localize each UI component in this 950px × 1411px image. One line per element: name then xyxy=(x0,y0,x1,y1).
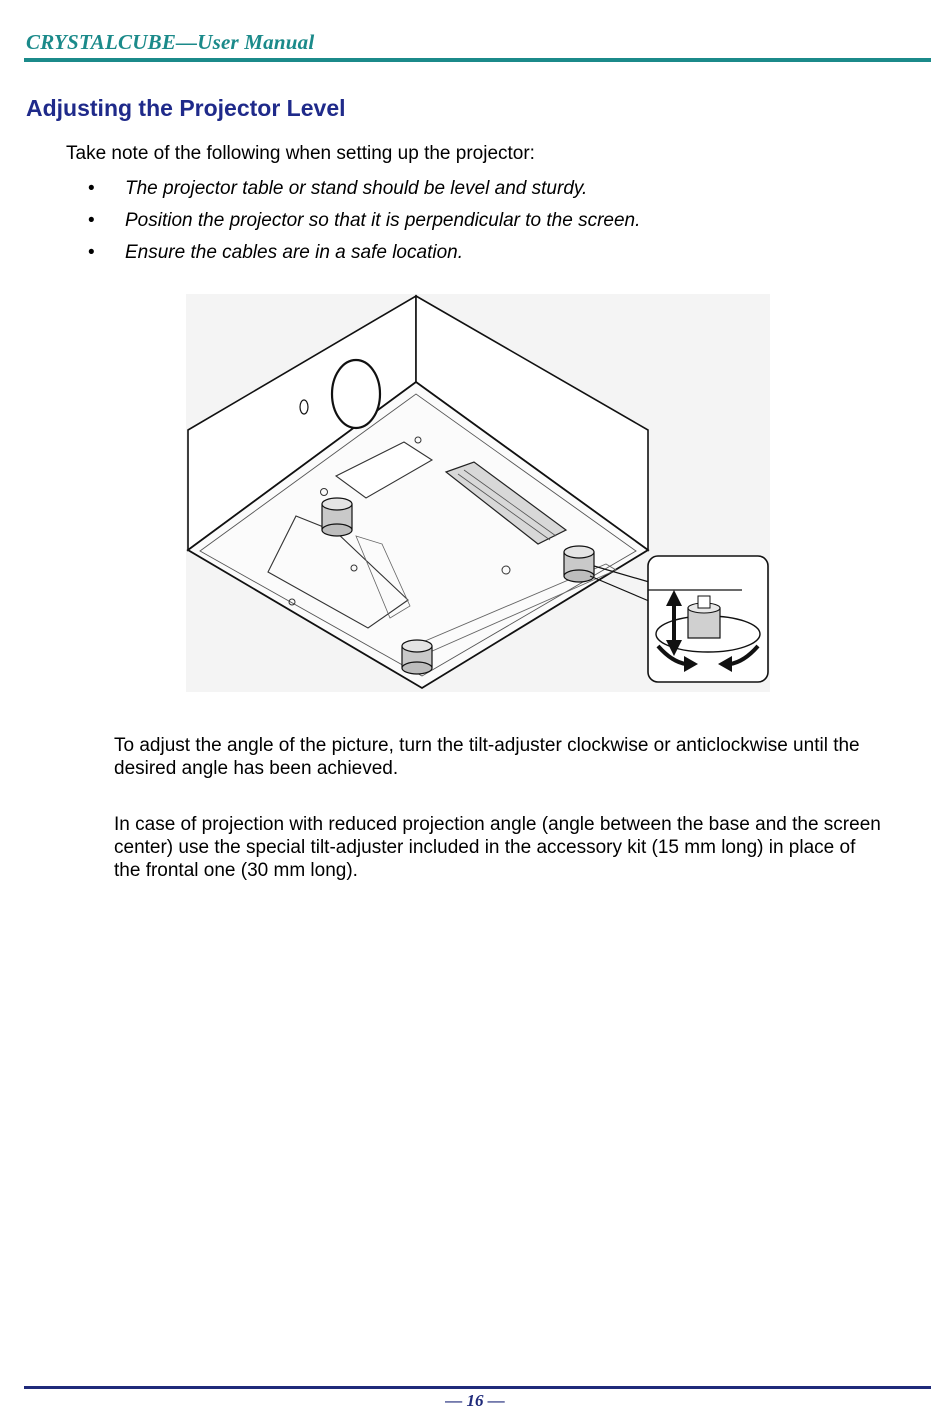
bullet-dot: • xyxy=(88,210,95,231)
manual-header-title: CRYSTALCUBE—User Manual xyxy=(26,30,315,54)
projector-underside-icon xyxy=(186,294,770,692)
projector-tilt-figure xyxy=(186,294,770,692)
bullet-text: Ensure the cables are in a safe location. xyxy=(125,242,463,263)
list-item xyxy=(88,178,640,210)
list-item xyxy=(88,242,640,274)
page-number: — 16 — xyxy=(445,1391,505,1410)
reduced-angle-paragraph: In case of projection with reduced projection angle (angle between the base and the screen center) use the special tilt-adjuster included in the accessory kit (15 mm long) in place of the frontal one (30 mm long). xyxy=(114,814,881,881)
bullet-dot: • xyxy=(88,242,95,263)
section-title: Adjusting the Projector Level xyxy=(26,95,346,121)
tilt-adjust-paragraph: To adjust the angle of the picture, turn the tilt-adjuster clockwise or anticlockwise until the desired angle has been achieved. xyxy=(114,735,860,779)
intro-text: Take note of the following when setting up the projector: xyxy=(66,143,535,164)
setup-bullet-list xyxy=(88,178,640,274)
list-item xyxy=(88,210,640,242)
bullet-dot: • xyxy=(88,178,95,199)
bullet-text: The projector table or stand should be level and sturdy. xyxy=(125,178,588,199)
header-divider xyxy=(24,58,931,62)
bullet-text: Position the projector so that it is perpendicular to the screen. xyxy=(125,210,641,231)
footer-divider xyxy=(24,1386,931,1389)
